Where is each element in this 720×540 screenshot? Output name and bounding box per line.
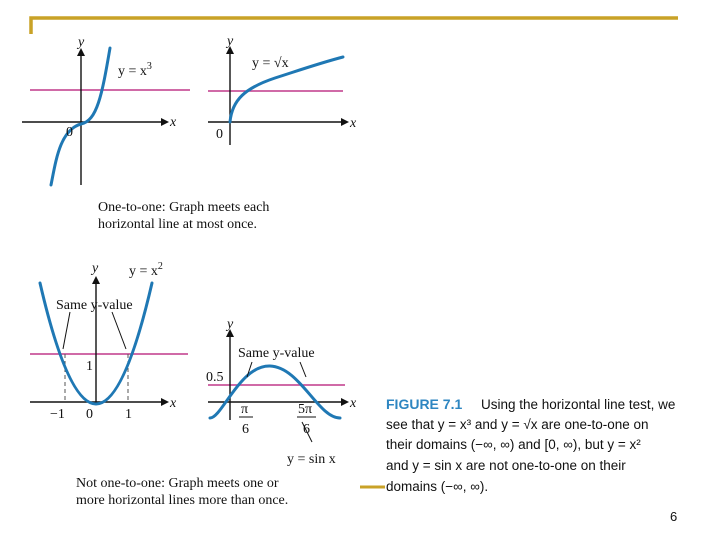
y-axis-label: y [78,35,85,50]
panel-sqrt [208,34,357,145]
tick-label-neg-one: −1 [50,407,65,422]
figure-caption-line1: Using the horizontal line test, we [481,397,676,412]
x-axis-label: x [350,116,357,131]
x-axis-arrow-icon [161,398,169,406]
equation-label: $y = x^3$ [118,61,152,79]
tick-label-fivepi-numerator: 5π [298,402,313,417]
y-axis-label: y [227,34,234,49]
x-axis-arrow-icon [161,118,169,126]
tick-label-one-y: 1 [86,359,93,374]
page-number: 6 [670,509,678,524]
tick-label-half: 0.5 [206,370,224,385]
panel-cubic [22,35,190,185]
caption-one-to-one-line2: horizontal line at most once. [98,217,258,232]
origin-label: 0 [216,127,223,142]
figure-caption-line2: see that y = x³ and y = √x are one-to-one on [386,417,649,432]
tick-label-zero: 0 [86,407,93,422]
figure-tag: FIGURE 7.1 [386,396,463,412]
figure-caption-line5: domains (−∞, ∞). [386,479,489,494]
equation-label: y = √x [252,56,289,71]
panel-sine [206,317,357,467]
equation-label: y = sin x [287,452,336,467]
panel-square [30,261,188,422]
figure-caption-line4: and y = sin x are not one-to-one on their [386,458,626,473]
x-axis-label: x [350,396,357,411]
origin-label: 0 [66,125,73,140]
y-axis-label: y [227,317,234,332]
pointer-line-left [63,312,70,349]
border-accent-top [31,18,678,34]
caption-one-to-one-line1: One-to-one: Graph meets each [98,200,270,215]
equation-label: $y = x^2$ [129,261,163,279]
figure-caption-line3: their domains (−∞, ∞) and [0, ∞), but y = x² [386,437,641,452]
x-axis-label: x [170,396,177,411]
tick-label-fivepi-denominator: 6 [303,422,310,437]
pointer-line-right [300,362,306,377]
y-axis-arrow-icon [92,276,100,284]
x-axis-arrow-icon [341,398,349,406]
same-y-value-label: Same y-value [56,298,133,313]
pointer-line-right [112,312,126,349]
caption-not-one-to-one-line1: Not one-to-one: Graph meets one or [76,476,279,491]
x-axis-label: x [170,115,177,130]
figure-caption [386,396,675,494]
caption-not-one-to-one-line2: more horizontal lines more than once. [76,493,289,508]
tick-label-pi-denominator: 6 [242,422,249,437]
x-axis-arrow-icon [341,118,349,126]
same-y-value-label: Same y-value [238,346,315,361]
y-axis-label: y [92,261,99,276]
tick-label-pi-numerator: π [241,402,249,417]
tick-label-one: 1 [125,407,132,422]
